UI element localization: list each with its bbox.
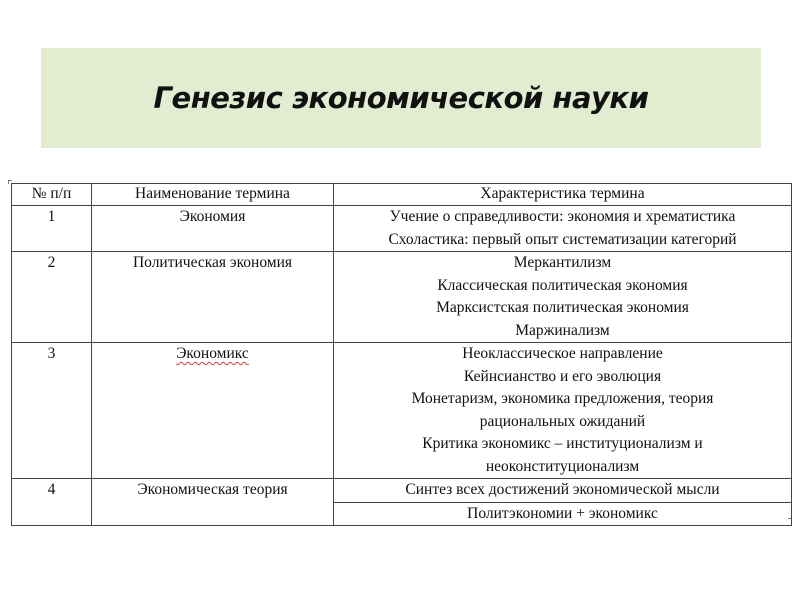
description-line: Меркантилизм — [513, 254, 612, 271]
header-term-name: Наименование термина — [92, 184, 334, 206]
table-row — [12, 206, 792, 252]
table-row — [12, 252, 792, 343]
row-number: 1 — [12, 206, 92, 252]
description-line: Синтез всех достижений экономической мысли — [405, 481, 720, 498]
description-line: Марксистская политическая экономия — [436, 299, 689, 316]
slide-title: Генезис экономической науки — [153, 81, 649, 115]
description-line: Схоластика: первый опыт систематизации категорий — [388, 230, 737, 248]
description-line: Монетаризм, экономика предложения, теория — [411, 390, 714, 407]
description-line: Классическая политическая экономия — [437, 276, 688, 294]
description-line: Маржинализм — [515, 321, 610, 339]
table-header-row — [12, 184, 792, 206]
row-description — [334, 479, 792, 503]
row-number: 4 — [12, 479, 92, 526]
description-line: рациональных ожиданий — [479, 412, 646, 430]
table-row — [12, 479, 792, 503]
term-text: Экономикс — [176, 345, 249, 362]
row-description — [334, 343, 792, 479]
description-line: Политэкономии + экономикс — [467, 504, 658, 522]
row-number: 3 — [12, 343, 92, 479]
table-row — [12, 343, 792, 479]
row-term — [92, 343, 334, 479]
description-line: Кейнсианство и его эволюция — [463, 367, 662, 385]
row-term: Политическая экономия — [92, 252, 334, 343]
header-number: № п/п — [12, 184, 92, 206]
description-line: Неоклассическое направление — [462, 345, 663, 362]
row-description — [334, 252, 792, 343]
description-line: Критика экономикс – институционализм и — [422, 435, 703, 452]
title-band — [41, 48, 761, 148]
terms-table — [11, 183, 792, 526]
row-number: 2 — [12, 252, 92, 343]
row-term: Экономическая теория — [92, 479, 334, 526]
row-description — [334, 206, 792, 252]
row-description — [334, 502, 792, 526]
description-line: Учение о справедливости: экономия и хрематистика — [389, 208, 736, 225]
header-term-description: Характеристика термина — [334, 184, 792, 206]
description-line: неоконституционализм — [485, 457, 640, 475]
row-term: Экономия — [92, 206, 334, 252]
